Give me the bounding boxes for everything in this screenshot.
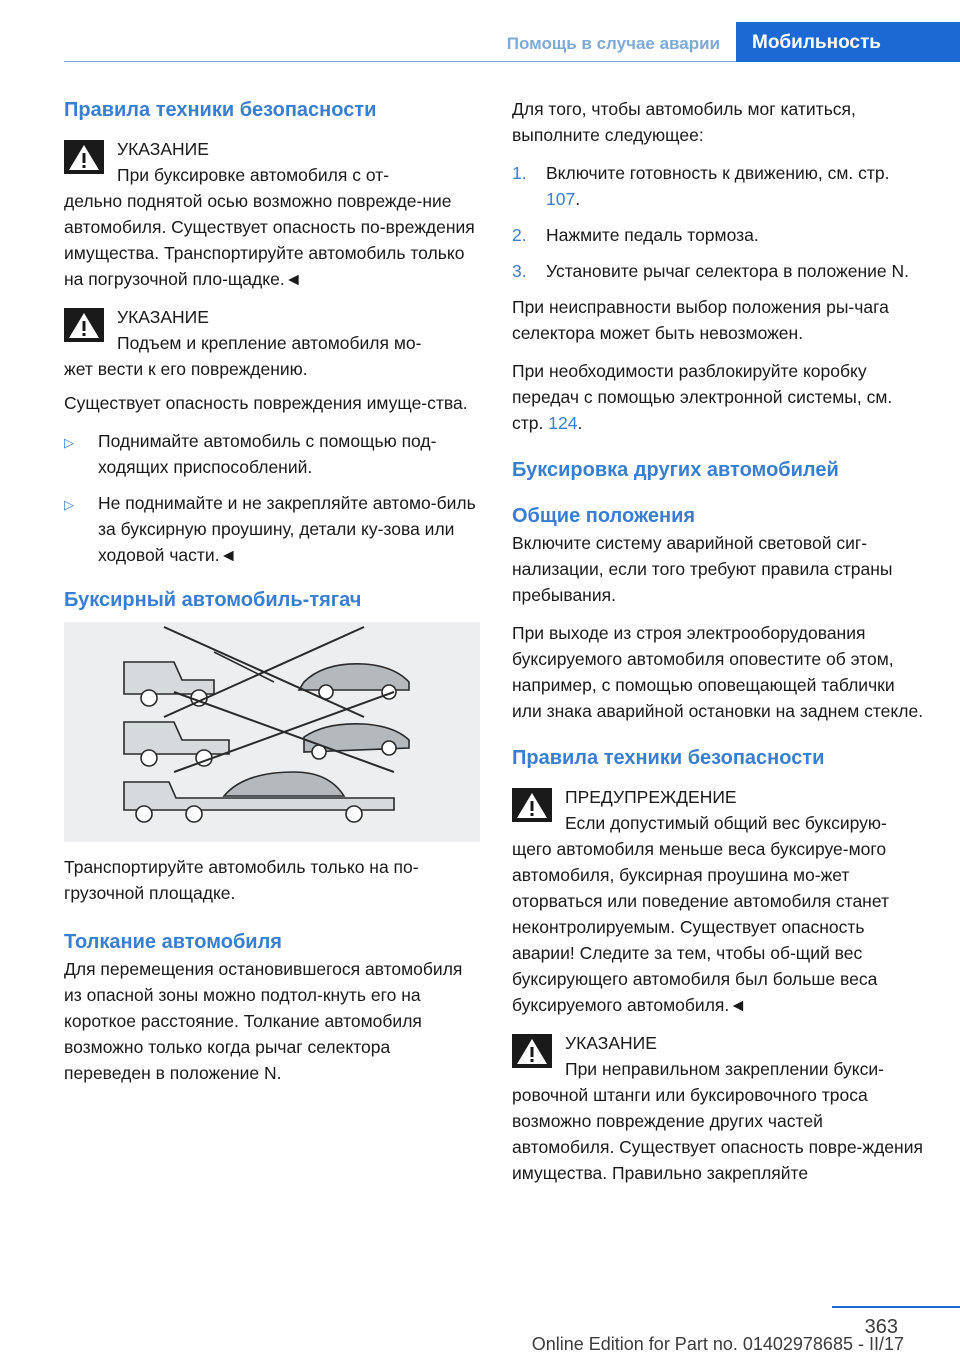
warning-title: ПРЕДУПРЕЖДЕНИЕ: [565, 787, 737, 807]
warning-block-2: [64, 304, 480, 356]
list-item-text: Поднимайте автомобиль с помощью под-ходящих приспособлений.: [98, 431, 437, 477]
list-item: [64, 490, 480, 568]
step-text-wrap: [546, 160, 928, 212]
step-text: Нажмите педаль тормоза.: [546, 225, 759, 245]
intro-paragraph: Для того, чтобы автомобиль мог катиться, выполните следующее:: [512, 99, 856, 145]
warning-text: жет вести к его повреждению.: [64, 359, 308, 379]
page-link[interactable]: 107: [546, 189, 576, 209]
safety-heading: Правила техники безопасности: [64, 99, 377, 121]
header-section-title[interactable]: Помощь в случае аварии: [506, 34, 720, 53]
warning-triangle-icon: [64, 308, 104, 342]
hazard-paragraph: Включите систему аварийной световой сиг-нализации, если того требуют правила страны пребывания.: [512, 533, 893, 605]
step-item: [512, 160, 928, 212]
towing-illustration: [64, 622, 480, 842]
warning-triangle-icon: [512, 788, 552, 822]
edition-footer: Online Edition for Part no. 01402978685 - II/17: [531, 1334, 904, 1354]
warning-first-line: Если допустимый общий вес буксирую-: [565, 813, 887, 833]
tow-truck-heading: Буксирный автомобиль-тягач: [64, 589, 362, 611]
warning-block-4: [512, 1030, 928, 1082]
warning-first-line: При буксировке автомобиля с от-: [117, 165, 390, 185]
step-item: [512, 258, 928, 284]
step-text: Установите рычаг селектора в положение N.: [546, 261, 910, 281]
warning-triangle-icon: [64, 140, 104, 174]
figure-caption: Транспортируйте автомобиль только на по-грузочной площадке.: [64, 857, 419, 903]
electric-paragraph: При выходе из строя электрооборудования буксируемого автомобиля оповестите об этом, например, с помощью оповещающей таблички или знака аварийной остановки на заднем стекле.: [512, 623, 924, 721]
push-paragraph: Для перемещения остановившегося автомобиля из опасной зоны можно подтол-кнуть его на короткое расстояние. Толкание автомобиля возможно только когда рычаг селектора переведен в положение N.: [64, 959, 463, 1083]
towing-other-heading: Буксировка других автомобилей: [512, 459, 839, 481]
step-number: 2.: [512, 225, 527, 245]
warning-first-line: Подъем и крепление автомобиля мо-: [117, 333, 422, 353]
warning-first-line: При неправильном закреплении букси-: [565, 1059, 884, 1079]
header-chapter-tab[interactable]: Мобильность: [736, 22, 960, 62]
push-heading: Толкание автомобиля: [64, 931, 282, 953]
warning-title: УКАЗАНИЕ: [117, 139, 209, 159]
list-item-text: Не поднимайте и не закрепляйте автомо-биль за буксирную проушину, детали ку-зова или ходовой части.◄: [98, 493, 476, 565]
step-text: Включите готовность к движению, см. стр.: [546, 163, 890, 183]
general-heading: Общие положения: [512, 505, 696, 527]
triangle-bullet-icon: ▷: [64, 497, 74, 512]
step-suffix: .: [575, 189, 581, 209]
step-item: [512, 222, 928, 248]
right-column: [512, 96, 928, 1198]
unlock-text: При необходимости разблокируйте коробку передач с помощью электронной системы, см. стр.: [512, 361, 893, 433]
footer-rule: [832, 1306, 960, 1308]
triangle-bullet-icon: ▷: [64, 435, 74, 450]
malfunction-paragraph: При неисправности выбор положения ры-чага селектора может быть невозможен.: [512, 297, 889, 343]
safety-heading-2: Правила техники безопасности: [512, 747, 825, 769]
warning-paragraph: Существует опасность повреждения имуще-ства.: [64, 393, 468, 413]
page-link[interactable]: 124: [548, 413, 578, 433]
step-number: 1.: [512, 163, 527, 183]
unlock-suffix: .: [577, 413, 583, 433]
warning-title: УКАЗАНИЕ: [565, 1033, 657, 1053]
warning-text: дельно поднятой осью возможно поврежде-ние автомобиля. Существует опасность по-вреждения имущества. Транспортируйте автомобиль только на погрузочной пло-щадке.◄: [64, 191, 475, 289]
list-item: [64, 428, 480, 480]
warning-title: УКАЗАНИЕ: [117, 307, 209, 327]
step-number: 3.: [512, 261, 527, 281]
left-column: [64, 96, 480, 1098]
warning-block-1: [64, 136, 480, 188]
unlock-paragraph: [512, 358, 928, 436]
warning-triangle-icon: [512, 1034, 552, 1068]
warning-text: щего автомобиля меньше веса буксируе-мого автомобиля, буксирная проушина мо-жет оторваться или поведение автомобиля станет неконтролируемым. Существует опасность аварии! Следите за тем, чтобы об-щий вес буксирующего автомобиля был больше веса буксируемого автомобиля.◄: [512, 839, 890, 1015]
page-number: 363: [864, 1316, 898, 1338]
warning-block-3: [512, 784, 928, 836]
tow-truck-figure: [64, 622, 480, 842]
warning-text: ровочной штанги или буксировочного троса возможно повреждение других частей автомобиля. Существует опасность повре-ждения имущества. Правильно закрепляйте: [512, 1085, 923, 1183]
